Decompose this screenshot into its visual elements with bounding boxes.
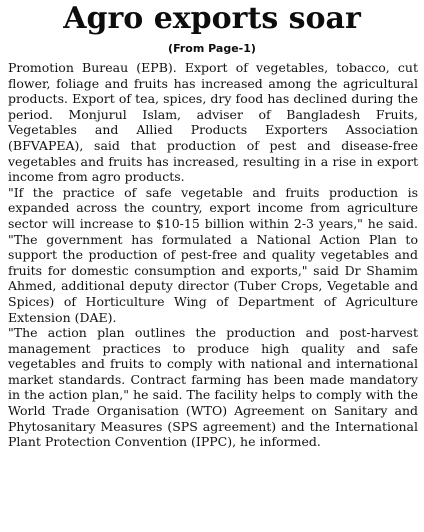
article-paragraph-3: "The action plan outlines the production and post-harvest management practices to produce high quality and safe vegetables and fruits to comply with national and international market standards. Contract farming has been made mandatory in the action plan," he said. The facility helps to comply with the World Trade Organisation (WTO) Agreement on Sanitary and Phytosanitary Measures (SPS agreement) and the International Plant Protection Convention (IPPC), he informed. bbox=[8, 325, 418, 450]
continuation-label: (From Page-1) bbox=[168, 42, 256, 55]
article-body bbox=[8, 60, 418, 450]
article-headline: Agro exports soar bbox=[63, 1, 361, 36]
article-paragraph-2: "If the practice of safe vegetable and fruits production is expanded across the country, export income from agriculture sector will increase to $10-15 billion within 2-3 years," he said. "The government has formulated a National Action Plan to support the production of pest-free and quality vegetables and fruits for domestic consumption and exports," said Dr Shamim Ahmed, additional deputy director (Tuber Crops, Vegetable and Spices) of Horticulture Wing of Department of Agriculture Extension (DAE). bbox=[8, 184, 418, 325]
article-paragraph-1: Promotion Bureau (EPB). Export of vegetables, tobacco, cut flower, foliage and fruits has increased among the agricultural products. Export of tea, spices, dry food has declined during the period. Monjurul Islam, adviser of Bangladesh Fruits, Vegetables and Allied Products Exporters Association (BFVAPEA), said that production of pest and disease-free vegetables and fruits has increased, resulting in a rise in export income from agro products. bbox=[8, 60, 418, 185]
